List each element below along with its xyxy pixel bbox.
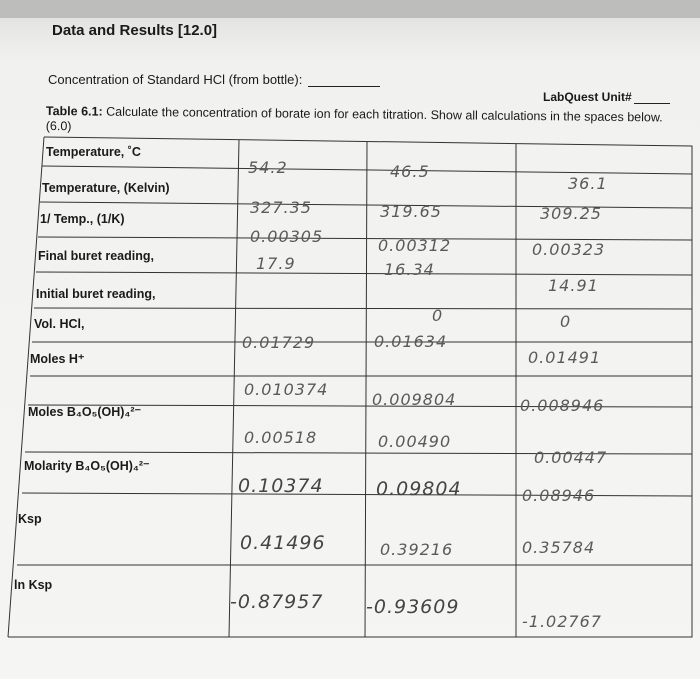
cell-ksp-1: 0.41496 xyxy=(240,532,326,554)
row-label-temp-c: Temperature, ˚C xyxy=(46,145,141,159)
cell-final-buret-1: 17.9 xyxy=(256,254,296,273)
cell-ln-ksp-3: 0.35784 xyxy=(522,538,596,557)
cell-inv-temp-3: 0.00323 xyxy=(532,240,606,259)
cell-moles-borate-2: 0.00490 xyxy=(378,432,452,451)
cell-temp-k-1: 327.35 xyxy=(250,198,312,217)
cell-ln-ksp-1: -0.87957 xyxy=(230,591,324,613)
row-label-final-buret: Final buret reading, xyxy=(38,249,154,263)
cell-vol-hcl-1: 0.01729 xyxy=(242,333,316,352)
cell-temp-c-2: 46.5 xyxy=(390,162,430,181)
cell-ln-ksp-2: -0.93609 xyxy=(366,596,460,618)
cell-temp-c-1: 54.2 xyxy=(248,158,288,177)
cell-final-buret-3: 14.91 xyxy=(548,276,599,295)
row-label-moles-h: Moles H⁺ xyxy=(30,352,85,366)
cell-ksp-2: 0.39216 xyxy=(380,540,454,559)
row-label-ksp: Ksp xyxy=(18,512,42,526)
table-caption-text: Calculate the concentration of borate ion for each titration. Show all calculations in the spaces below. (6.0) xyxy=(45,104,663,134)
cell-vol-hcl-2: 0.01634 xyxy=(374,332,448,351)
cell-molarity-1: 0.10374 xyxy=(238,475,324,497)
row-label-initial-buret: Initial buret reading, xyxy=(36,287,156,301)
row-label-inverse-temp: 1/ Temp., (1/K) xyxy=(40,212,125,226)
standard-hcl-label: Concentration of Standard HCl (from bottle): xyxy=(48,72,303,87)
row-label-temp-k: Temperature, (Kelvin) xyxy=(42,181,170,195)
cell-moles-h-1: 0.010374 xyxy=(244,380,329,399)
section-heading: Data and Results [12.0] xyxy=(52,22,218,39)
cell-molarity-2: 0.09804 xyxy=(376,478,462,500)
cell-moles-borate-1: 0.00518 xyxy=(244,428,318,447)
cell-inv-temp-2: 0.00312 xyxy=(378,236,452,255)
cell-ksp-3: 0.08946 xyxy=(522,486,596,505)
row-label-ln-ksp: ln Ksp xyxy=(14,578,53,592)
cell-moles-h-3: 0.01491 xyxy=(528,348,602,367)
cell-temp-k-3: 309.25 xyxy=(540,204,602,223)
cell-extra-3: -1.02767 xyxy=(522,612,602,631)
row-label-vol-hcl: Vol. HCl, xyxy=(34,317,85,331)
row-label-moles-borate: Moles B₄O₅(OH)₄²⁻ xyxy=(28,405,142,419)
cell-molarity-3: 0.00447 xyxy=(534,448,608,467)
cell-moles-borate-3: 0.008946 xyxy=(520,396,605,415)
cell-initial-buret-2: 0 xyxy=(432,306,444,325)
cell-inv-temp-1: 0.00305 xyxy=(250,227,324,246)
cell-temp-c-3: 36.1 xyxy=(568,174,608,193)
cell-moles-h-2: 0.009804 xyxy=(372,390,457,409)
cell-initial-buret-3: 0 xyxy=(560,312,572,331)
labquest-label: LabQuest Unit# xyxy=(543,90,632,104)
table-caption-number: Table 6.1: xyxy=(45,104,103,119)
row-label-molarity-borate: Molarity B₄O₅(OH)₄²⁻ xyxy=(24,459,150,473)
cell-final-buret-2: 16.34 xyxy=(384,260,435,279)
cell-temp-k-2: 319.65 xyxy=(380,202,442,221)
